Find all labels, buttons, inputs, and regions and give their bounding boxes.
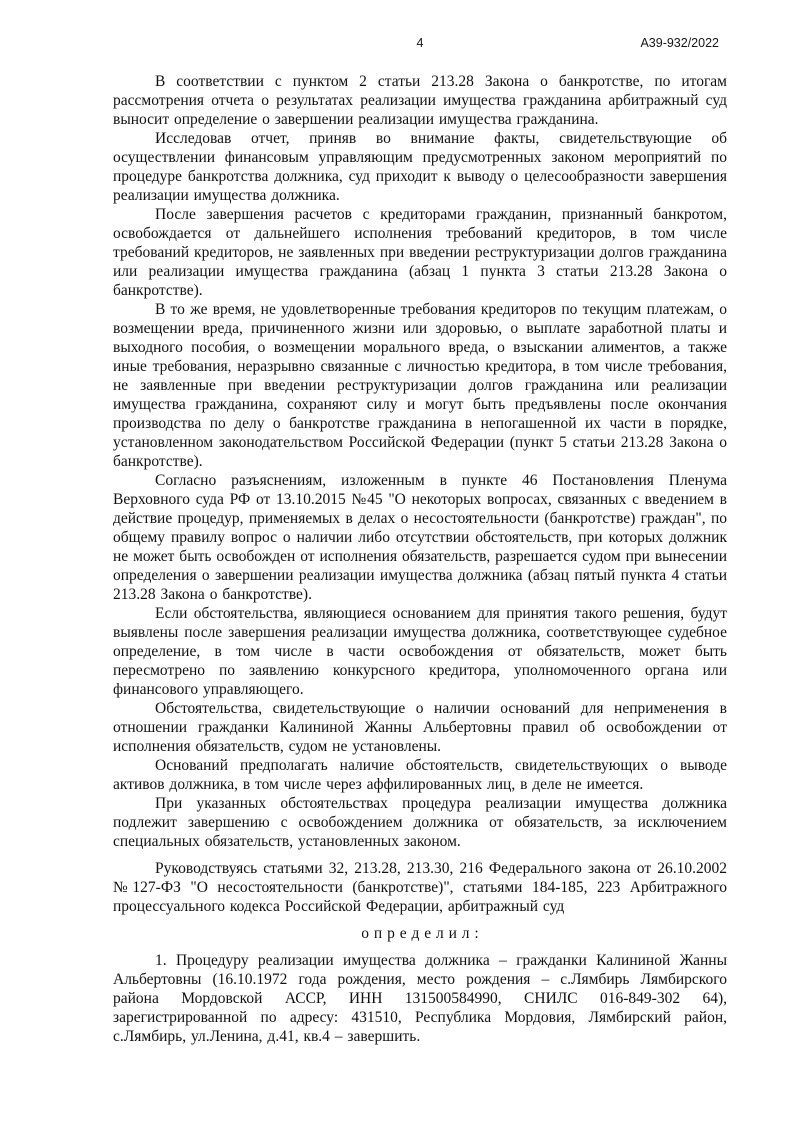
paragraph-surviving-claims: В то же время, не удовлетворенные требования кредиторов по текущим платежам, о возмещении вреда, причиненного жизни или здоровью, о выплате заработной платы и выходного пособия, о возмещении морального вреда, о взыскании алиментов, а также иные требования, неразрывно связанные с личностью кредитора, в том числе требования, не заявленные при введении реструктуризации долгов гражданина или реализации имущества гражданина, сохраняют силу и могут быть предъявлены после окончания производства по делу о банкротстве гражданина в непогашенной их части в порядке, установленном законодательством Российской Федерации (пункт 5 статьи 213.28 Закона о банкротстве). [113,301,727,470]
ruling-item-1: 1. Процедуру реализации имущества должника – гражданки Калининой Жанны Альбертовны (16.10.1972 года рождения, место рождения – с.Лямбирь Лямбирского района Мордовской АССР, ИНН 131500584990, СНИЛС 016-849-302 64), зарегистрированной по адресу: 431510, Республика Мордовия, Лямбирский район, с.Лямбирь, ул.Ленина, д.41, кв.4 – завершить. [113,952,727,1045]
ruling-intro: Руководствуясь статьями 32, 213.28, 213.30, 216 Федерального закона от 26.10.2002 №127-ФЗ "О несостоятельности (банкротстве)", статьями 184-185, 223 Арбитражного процессуального кодекса Российской Федерации, арбитражный суд [113,860,727,915]
paragraph-law-ref: В соответствии с пунктом 2 статьи 213.28 Закона о банкротстве, по итогам рассмотрения отчета о результатах реализации имущества гражданина арбитражный суд выносит определение о завершении реализации имущества гражданина. [113,73,727,128]
ruling-heading: о п р е д е л и л : [361,925,479,942]
paragraph-completion-conclusion: При указанных обстоятельствах процедура реализации имущества должника подлежит завершению с освобождением должника от обязательств, за исключением специальных обязательств, установленных законом. [113,795,727,850]
document-header [113,36,727,51]
paragraph-debt-release: После завершения расчетов с кредиторами гражданин, признанный банкротом, освобождается от дальнейшего исполнения требований кредиторов, в том числе требований кредиторов, не заявленных при введении реструктуризации долгов гражданина или реализации имущества гражданина (абзац 1 пункта 3 статьи 213.28 Закона о банкротстве). [113,206,727,299]
paragraph-no-exemption-grounds: Обстоятельства, свидетельствующие о наличии оснований для неприменения в отношении гражданки Калининой Жанны Альбертовны правил об освобождении от исполнения обязательств, судом не установлены. [113,700,727,755]
page-number: 4 [416,36,424,50]
case-number: А39-932/2022 [640,36,719,50]
paragraph-plenum-explanations: Согласно разъяснениям, изложенным в пункте 46 Постановления Пленума Верховного суда РФ от 13.10.2015 №45 "О некоторых вопросах, связанных с введением в действие процедур, применяемых в делах о несостоятельности (банкротстве) граждан", по общему правилу вопрос о наличии либо отсутствии обстоятельств, при которых должник не может быть освобожден от исполнения обязательств, разрешается судом при вынесении определения о завершении реализации имущества должника (абзац пятый пункта 4 статьи 213.28 Закона о банкротстве). [113,472,727,603]
document-body [113,72,727,1046]
document-content [113,0,727,1046]
paragraph-review-grounds: Если обстоятельства, являющиеся основанием для принятия такого решения, будут выявлены после завершения реализации имущества должника, соответствующее судебное определение, в том числе в части освобождения от обязательств, может быть пересмотрено по заявлению конкурсного кредитора, уполномоченного органа или финансового управляющего. [113,605,727,698]
paragraph-no-asset-withdrawal: Оснований предполагать наличие обстоятельств, свидетельствующих о выводе активов должника, в том числе через аффилированных лиц, в деле не имеется. [113,757,727,793]
paragraph-report-review: Исследовав отчет, приняв во внимание факты, свидетельствующие об осуществлении финансовым управляющим предусмотренных законом мероприятий по процедуре банкротства должника, суд приходит к выводу о целесообразности завершения реализации имущества должника. [113,130,727,204]
